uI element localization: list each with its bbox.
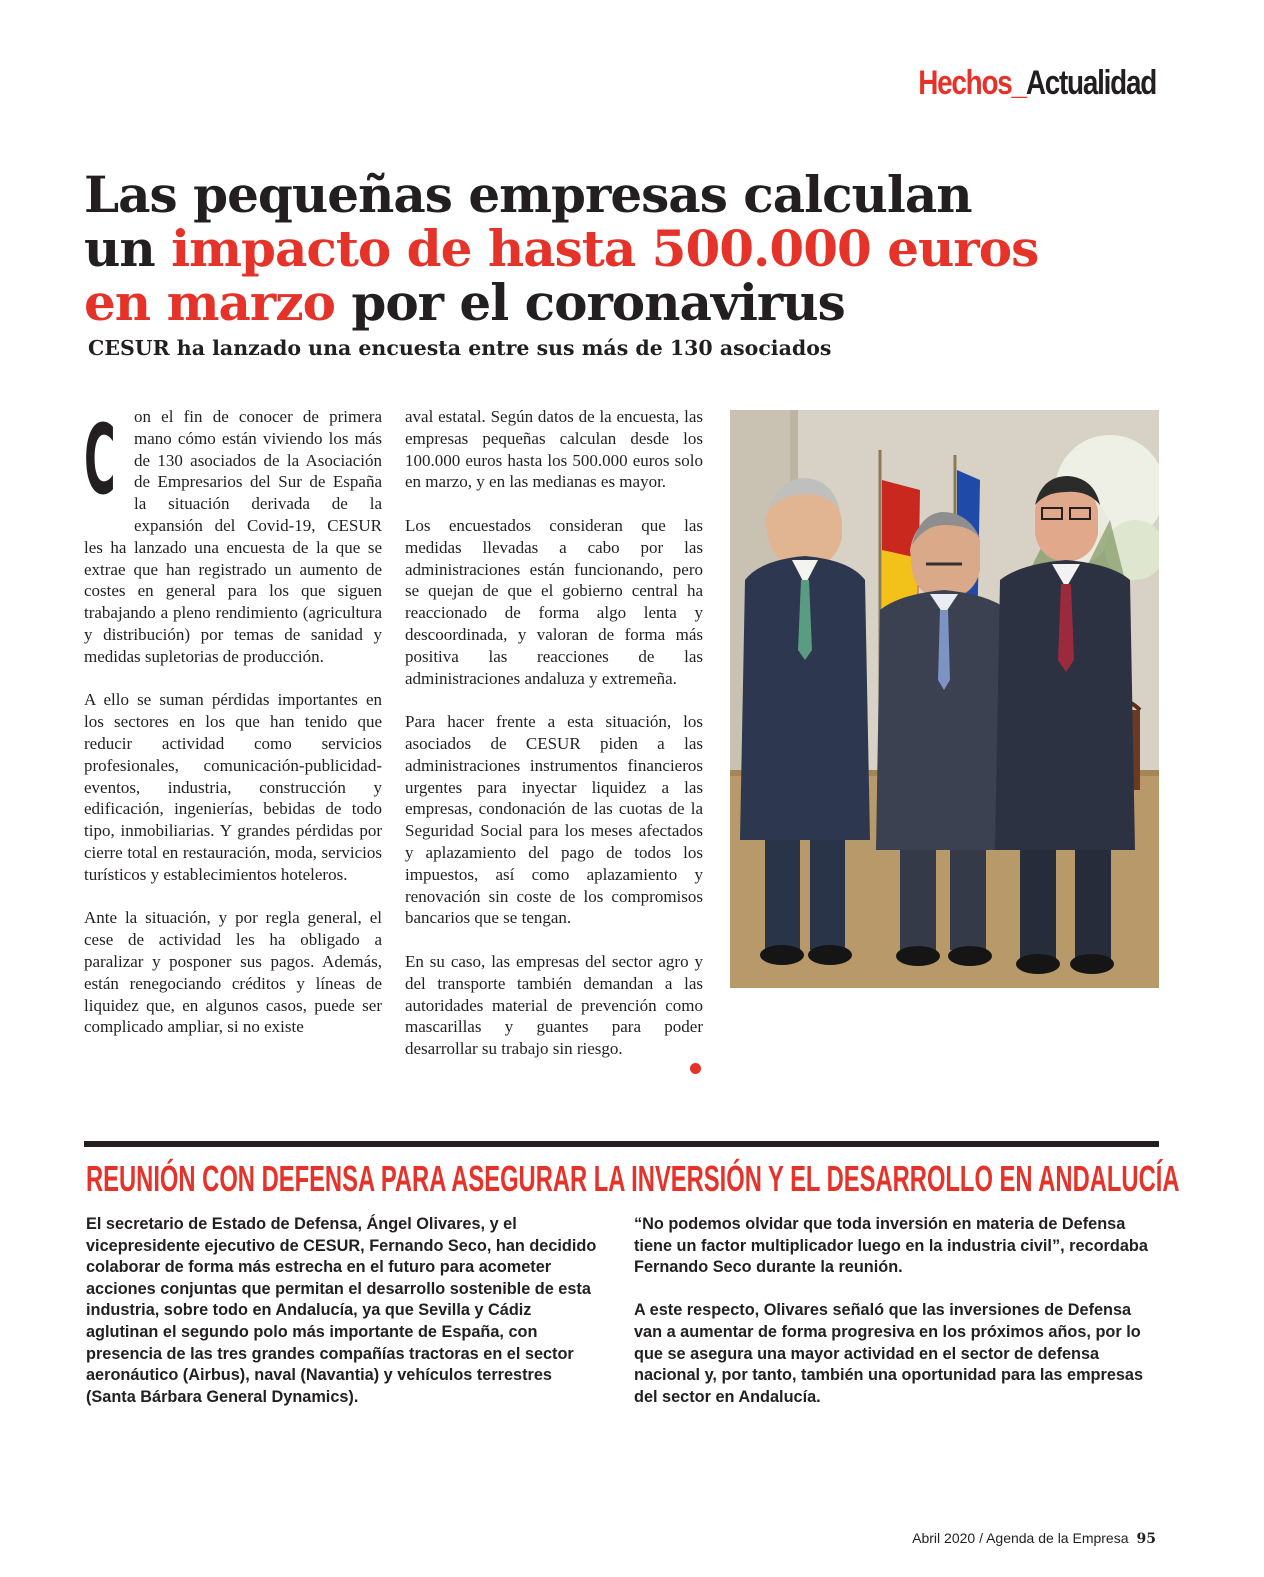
news-paragraph: “No podemos olvidar que toda inversión en materia de Defensa tiene un factor multiplicador luego en la industria civil”, recordaba Fernando Seco durante la reunión.	[634, 1215, 1148, 1277]
subheadline: CESUR ha lanzado una encuesta entre sus más de 130 asociados	[88, 336, 832, 360]
article-paragraph: Los encuestados consideran que las medidas llevadas a cabo por las administraciones están funcionando, pero se quejan de que el gobierno central ha reaccionado de forma algo lenta y descoordinada, y valoran de forma más positiva las reacciones de las administraciones andaluza y extremeña.	[405, 515, 703, 688]
headline-highlight-2: en marzo	[84, 273, 335, 332]
article-paragraph: C on el fin de conocer de primera mano cómo están viviendo los más de 130 asociados de la Asociación de Empresarios del Sur de España la situación derivada de la expansión del Covid-19, CESUR les ha lanzado una encuesta de la que se extrae que han registrado un aumento de costes en general para los que siguen trabajando a pleno rendimiento (agricultura y distribución) por temas de sanidad y medidas supletorias de producción.	[84, 404, 382, 666]
news-column-1	[86, 1214, 606, 1430]
news-column-2	[634, 1214, 1154, 1430]
article-photo	[730, 410, 1159, 988]
news-title: REUNIÓN CON DEFENSA PARA ASEGURAR LA INVERSIÓN Y EL DESARROLLO EN ANDALUCÍA	[86, 1158, 1180, 1199]
headline	[84, 165, 1184, 332]
drop-cap: C	[84, 404, 116, 516]
section-tag-hechos: Hechos_	[918, 64, 1026, 102]
headline-highlight-1: impacto de hasta 500.000 euros	[171, 219, 1039, 278]
headline-line-2-start: un	[84, 219, 172, 278]
end-of-article-dot	[690, 1063, 701, 1074]
article-column-1	[84, 406, 382, 1060]
page-footer	[912, 1530, 1156, 1547]
article-paragraph: Para hacer frente a esta situación, los asociados de CESUR piden a las administraciones instrumentos financieros urgentes para inyectar liquidez a las empresas, condonación de las cuotas de la Seguridad Social para los meses afectados y aplazamiento del pago de todos los impuestos, así como aplazamiento y renovación sin coste de los compromisos bancarios que se tengan.	[405, 712, 703, 928]
footer-issue: Abril 2020 / Agenda de la Empresa	[912, 1530, 1129, 1546]
section-tag	[918, 64, 1156, 103]
article-paragraph: En su caso, las empresas del sector agro y del transporte también demandan a las autoridades material de prevención como mascarillas y guantes para poder desarrollar su trabajo sin riesgo.	[405, 951, 703, 1059]
headline-line-1: Las pequeñas empresas calculan	[84, 165, 972, 224]
section-tag-actualidad: Actualidad	[1025, 64, 1156, 102]
article-column-2	[405, 406, 703, 1082]
news-paragraph: El secretario de Estado de Defensa, Ángel Olivares, y el vicepresidente ejecutivo de CESUR, Fernando Seco, han decidido colaborar de forma más estrecha en el futuro para acometer acciones conjuntas que permitan el desarrollo sostenible de esta industria, sobre todo en Andalucía, ya que Sevilla y Cádiz aglutinan el segundo polo más importante de España, con presencia de las tres grandes compañías tractoras en el sector aeronáutico (Airbus), naval (Navantia) y vehículos terrestres (Santa Bárbara General Dynamics).	[86, 1215, 597, 1406]
headline-line-3-end: por el coronavirus	[334, 273, 845, 332]
article-paragraph: A ello se suman pérdidas importantes en los sectores en los que han tenido que reducir actividad como servicios profesionales, comunicación-publicidad-eventos, industria, construcción y edificación, ingenierías, bebidas de todo tipo, inmobiliarias. Y grandes pérdidas por cierre total en restauración, moda, servicios turísticos y establecimientos hoteleros.	[84, 690, 382, 884]
article-paragraph: Ante la situación, y por regla general, el cese de actividad les ha obligado a paralizar y posponer sus pagos. Además, están renegociando créditos y líneas de liquidez que, en algunos casos, puede ser complicado ampliar, si no existe	[84, 908, 382, 1037]
news-paragraph: A este respecto, Olivares señaló que las inversiones de Defensa van a aumentar de forma progresiva en los próximos años, por lo que se asegura una mayor actividad en el sector de defensa nacional y, por tanto, también una oportunidad para las empresas del sector en Andalucía.	[634, 1301, 1144, 1406]
section-divider	[84, 1141, 1159, 1147]
article-paragraph: aval estatal. Según datos de la encuesta, las empresas pequeñas calculan desde los 100.000 euros hasta los 500.000 euros solo en marzo, y en las medianas es mayor.	[405, 407, 703, 492]
page-number: 95	[1136, 1531, 1156, 1547]
